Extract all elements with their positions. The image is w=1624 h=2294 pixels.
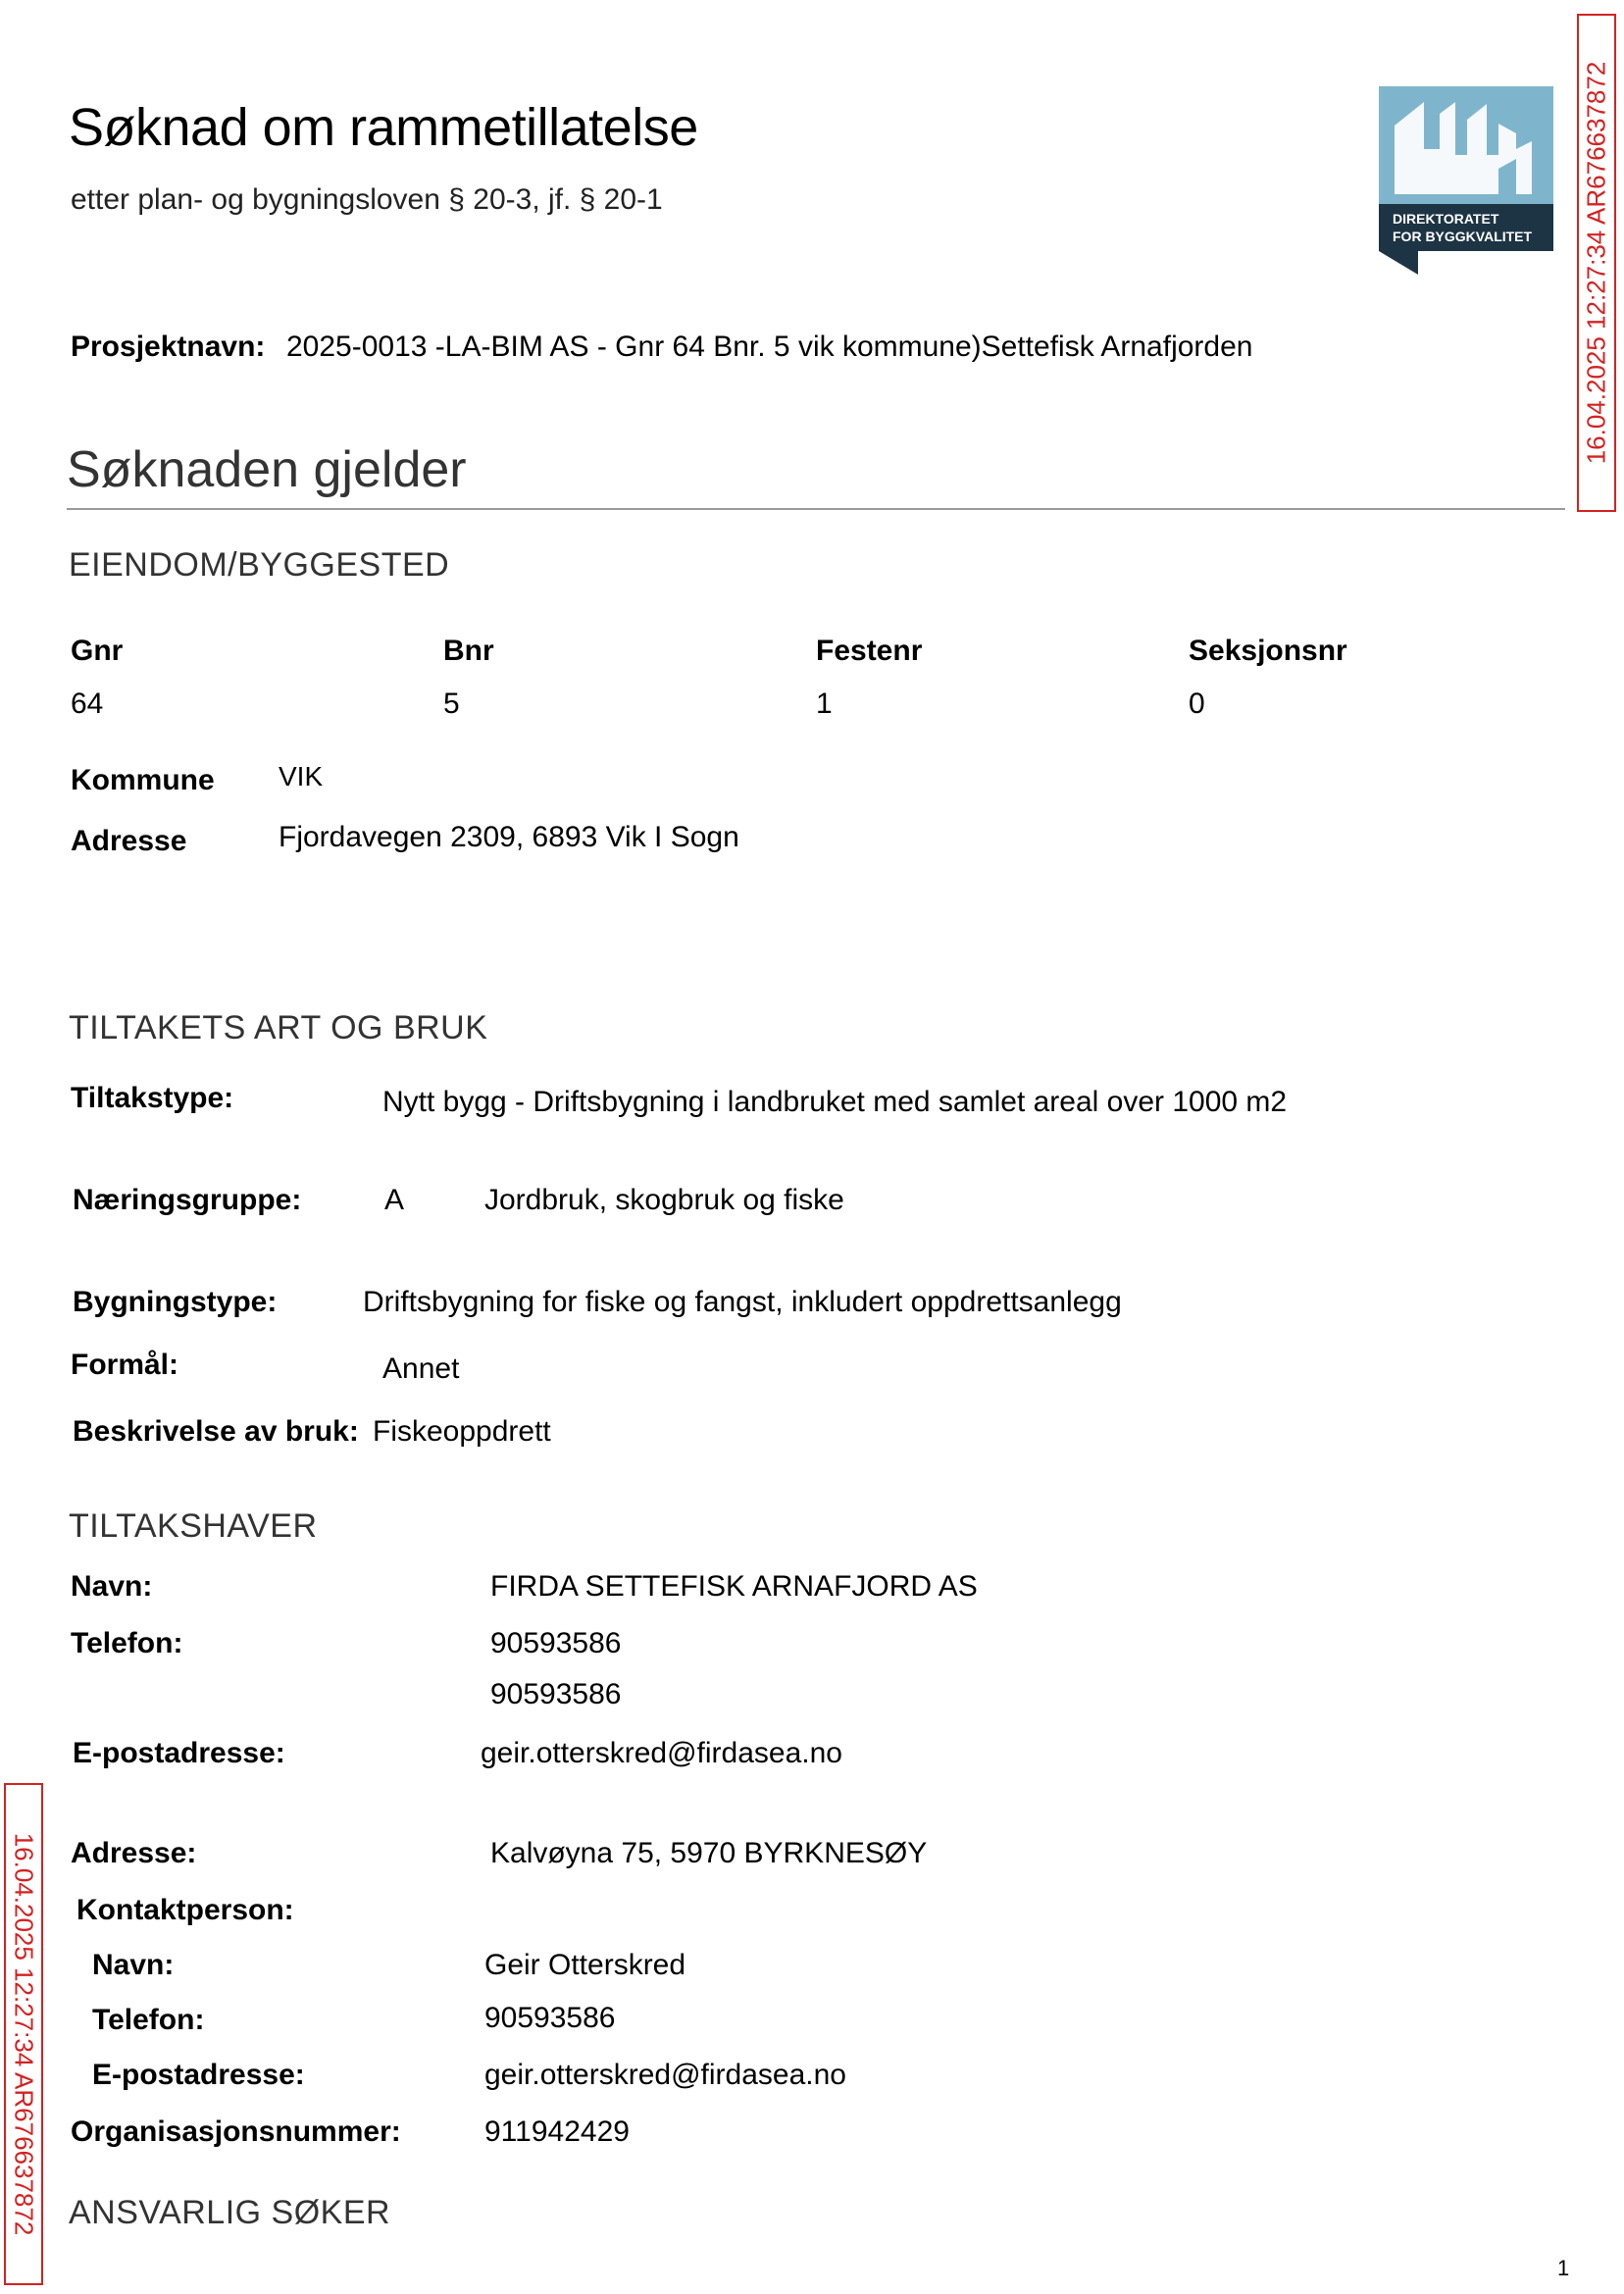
- tiltak-heading: TILTAKETS ART OG BRUK: [69, 1009, 488, 1046]
- tiltakshaver-epost-label: E-postadresse:: [73, 1737, 285, 1769]
- tiltakshaver-navn-label: Navn:: [71, 1570, 153, 1603]
- kontakt-epost-label: E-postadresse:: [92, 2059, 305, 2091]
- tiltakshaver-adresse-value: Kalvøyna 75, 5970 BYRKNESØY: [490, 1837, 928, 1869]
- tiltakshaver-telefon-label: Telefon:: [71, 1627, 183, 1659]
- value-gnr: 64: [71, 688, 104, 720]
- organisasjonsnummer-value: 911942429: [484, 2116, 630, 2148]
- col-bnr: Bnr: [443, 635, 494, 667]
- col-seksjonsnr: Seksjonsnr: [1189, 635, 1347, 667]
- beskrivelse-value: Fiskeoppdrett: [373, 1415, 551, 1448]
- stamp-text-right: 16.04.2025 12:27:34 AR676637872: [1581, 61, 1611, 465]
- ansvarlig-soker-heading: ANSVARLIG SØKER: [69, 2194, 391, 2231]
- bygningstype-value: Driftsbygning for fiske og fangst, inkludert oppdrettsanlegg: [363, 1286, 1122, 1318]
- section-divider: [67, 508, 1565, 510]
- kommune-label: Kommune: [71, 764, 215, 796]
- organisasjonsnummer-label: Organisasjonsnummer:: [71, 2116, 401, 2148]
- logo-line-1: DIREKTORATET: [1393, 211, 1499, 227]
- dibk-logo: [1379, 86, 1553, 275]
- bygningstype-label: Bygningstype:: [73, 1286, 278, 1318]
- tiltakshaver-navn-value: FIRDA SETTEFISK ARNAFJORD AS: [490, 1570, 978, 1603]
- project-label: Prosjektnavn:: [71, 331, 266, 363]
- page-subtitle: etter plan- og bygningsloven § 20-3, jf. § 20-1: [71, 183, 663, 216]
- tiltakshaver-telefon-value-2: 90593586: [490, 1678, 622, 1710]
- kontakt-telefon-value: 90593586: [484, 2002, 616, 2034]
- value-seksjonsnr: 0: [1189, 688, 1205, 720]
- adresse-label: Adresse: [71, 825, 187, 857]
- formal-value: Annet: [382, 1352, 460, 1385]
- tiltakshaver-heading: TILTAKSHAVER: [69, 1507, 318, 1545]
- tiltakshaver-adresse-label: Adresse:: [71, 1837, 197, 1869]
- eiendom-heading: EIENDOM/BYGGESTED: [69, 546, 450, 584]
- naeringsgruppe-code: A: [384, 1184, 405, 1216]
- timestamp-stamp-left: [4, 1783, 43, 2285]
- timestamp-stamp-right: [1577, 14, 1616, 512]
- kontakt-telefon-label: Telefon:: [92, 2004, 205, 2036]
- value-bnr: 5: [443, 688, 460, 720]
- tiltakshaver-epost-value: geir.otterskred@firdasea.no: [481, 1737, 842, 1769]
- page-number: 1: [1557, 2256, 1570, 2280]
- kontakt-navn-value: Geir Otterskred: [484, 1949, 686, 1981]
- col-festenr: Festenr: [816, 635, 923, 667]
- stamp-text-left: 16.04.2025 12:27:34 AR676637872: [9, 1832, 39, 2236]
- beskrivelse-label: Beskrivelse av bruk:: [73, 1415, 359, 1448]
- tiltakstype-label: Tiltakstype:: [71, 1082, 234, 1114]
- section-title: Søknaden gjelder: [67, 441, 467, 498]
- page-title: Søknad om rammetillatelse: [69, 98, 698, 157]
- kommune-value: VIK: [279, 761, 324, 791]
- tiltakshaver-telefon-value-1: 90593586: [490, 1627, 622, 1659]
- project-value: 2025-0013 -LA-BIM AS - Gnr 64 Bnr. 5 vik kommune)Settefisk Arnafjorden: [286, 331, 1253, 363]
- tiltakstype-value: Nytt bygg - Driftsbygning i landbruket med samlet areal over 1000 m2: [382, 1086, 1288, 1118]
- kontakt-navn-label: Navn:: [92, 1949, 175, 1981]
- logo-line-2: FOR BYGGKVALITET: [1393, 229, 1533, 244]
- naeringsgruppe-value: Jordbruk, skogbruk og fiske: [484, 1184, 844, 1216]
- naeringsgruppe-label: Næringsgruppe:: [73, 1184, 302, 1216]
- col-gnr: Gnr: [71, 635, 124, 667]
- kontakt-epost-value: geir.otterskred@firdasea.no: [484, 2059, 846, 2091]
- adresse-value: Fjordavegen 2309, 6893 Vik I Sogn: [279, 821, 739, 853]
- kontaktperson-label: Kontaktperson:: [76, 1894, 294, 1926]
- formal-label: Formål:: [71, 1349, 179, 1381]
- value-festenr: 1: [816, 688, 833, 720]
